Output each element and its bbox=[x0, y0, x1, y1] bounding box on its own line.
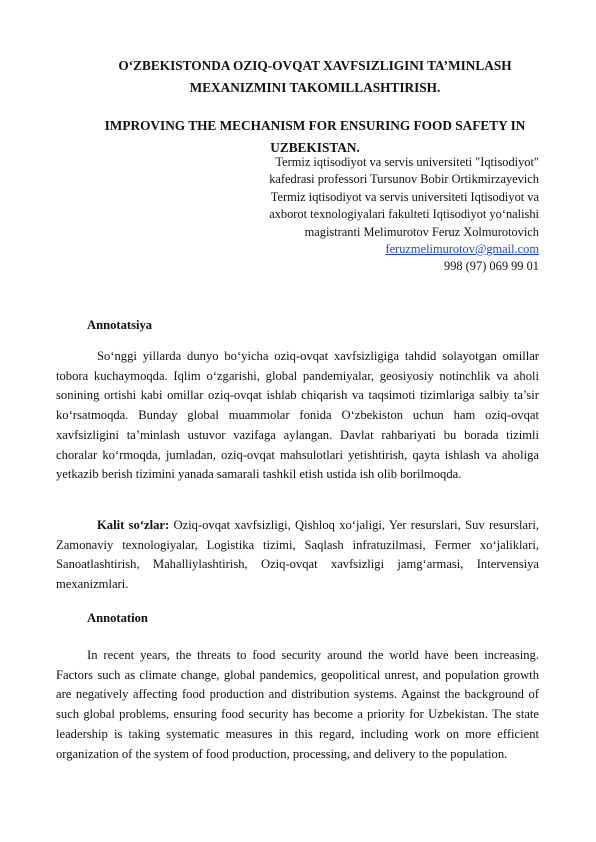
keywords-paragraph bbox=[56, 516, 539, 595]
keywords-text: Oziq-ovqat xavfsizligi, Qishloq xo‘jaligi, Yer resurslari, Suv resurslari, Zamonaviy texnologiyalar, Logistika tizimi, Saqlash infratuzilmasi, Fermer xo‘jaliklari, Sanoatlashtirish, Mahalliylashtirish, Oziq-ovqat xavfsizligi jamg‘armasi, Intervensiya mexanizmlari. bbox=[56, 518, 539, 592]
affiliation-line3: Termiz iqtisodiyot va servis universiteti Iqtisodiyot va bbox=[270, 189, 539, 204]
author-affiliation bbox=[209, 154, 539, 276]
annotatsiya-heading: Annotatsiya bbox=[87, 318, 153, 332]
author-email-link[interactable]: feruzmelimurotov@gmail.com bbox=[385, 242, 539, 257]
annotation-heading: Annotation bbox=[87, 611, 148, 625]
affiliation-line5: magistranti Melimurotov Feruz Xolmurotovich bbox=[304, 224, 539, 239]
title-english bbox=[60, 115, 570, 159]
affiliation-line4: axborot texnologiyalari fakulteti Iqtisodiyot yo‘nalishi bbox=[269, 207, 539, 222]
title-uzbek-line1: O‘ZBEKISTONDA OZIQ-OVQAT XAVFSIZLIGINI TA’MINLASH bbox=[118, 58, 512, 73]
keywords-label: Kalit so‘zlar: bbox=[97, 518, 170, 532]
affiliation-line2: kafedrasi professori Tursunov Bobir Ortikmirzayevich bbox=[269, 172, 539, 187]
annotatsiya-text: So‘nggi yillarda dunyo bo‘yicha oziq-ovqat xavfsizligiga tahdid solayotgan omillar tobora kuchaymoqda. Iqlim o‘zgarishi, global pandemiyalar, geosiyosiy notinchlik va aholi sonining ortishi kabi omillar oziq-ovqat ishlab chiqarish va taqsimoti tizimlariga salbiy ta’sir ko‘rsatmoqda. Bunday global muammolar fonida O‘zbekiston uchun ham oziq-ovqat xavfsizligini ta’minlash ustuvor vazifaga aylangan. Davlat rahbariyati bu borada tizimli choralar ko‘rmoqda, jumladan, oziq-ovqat mahsulotlari yetishtirish, qayta ishlash va aholiga yetkazib berish tizimini yanada samarali tashkil etish ustida ish olib borilmoqda. bbox=[56, 349, 539, 482]
title-english-line2: UZBEKISTAN. bbox=[270, 140, 360, 155]
title-uzbek-line2: MEXANIZMINI TAKOMILLASHTIRISH. bbox=[189, 80, 441, 95]
title-english-line1: IMPROVING THE MECHANISM FOR ENSURING FOOD SAFETY IN bbox=[104, 118, 526, 133]
annotation-text: In recent years, the threats to food security around the world have been increasing. Factors such as climate change, global pandemics, geopolitical unrest, and population growth are negatively affecting food production and distribution systems. Against the background of such global problems, ensuring food security has become a priority for Uzbekistan. The state leadership is taking systematic measures in this regard, including work on more efficient organization of the system of food production, processing, and delivery to the population. bbox=[56, 648, 539, 761]
affiliation-line1: Termiz iqtisodiyot va servis universiteti "Iqtisodiyot" bbox=[275, 155, 539, 169]
author-phone: 998 (97) 069 99 01 bbox=[444, 259, 539, 274]
title-uzbek bbox=[70, 55, 560, 99]
